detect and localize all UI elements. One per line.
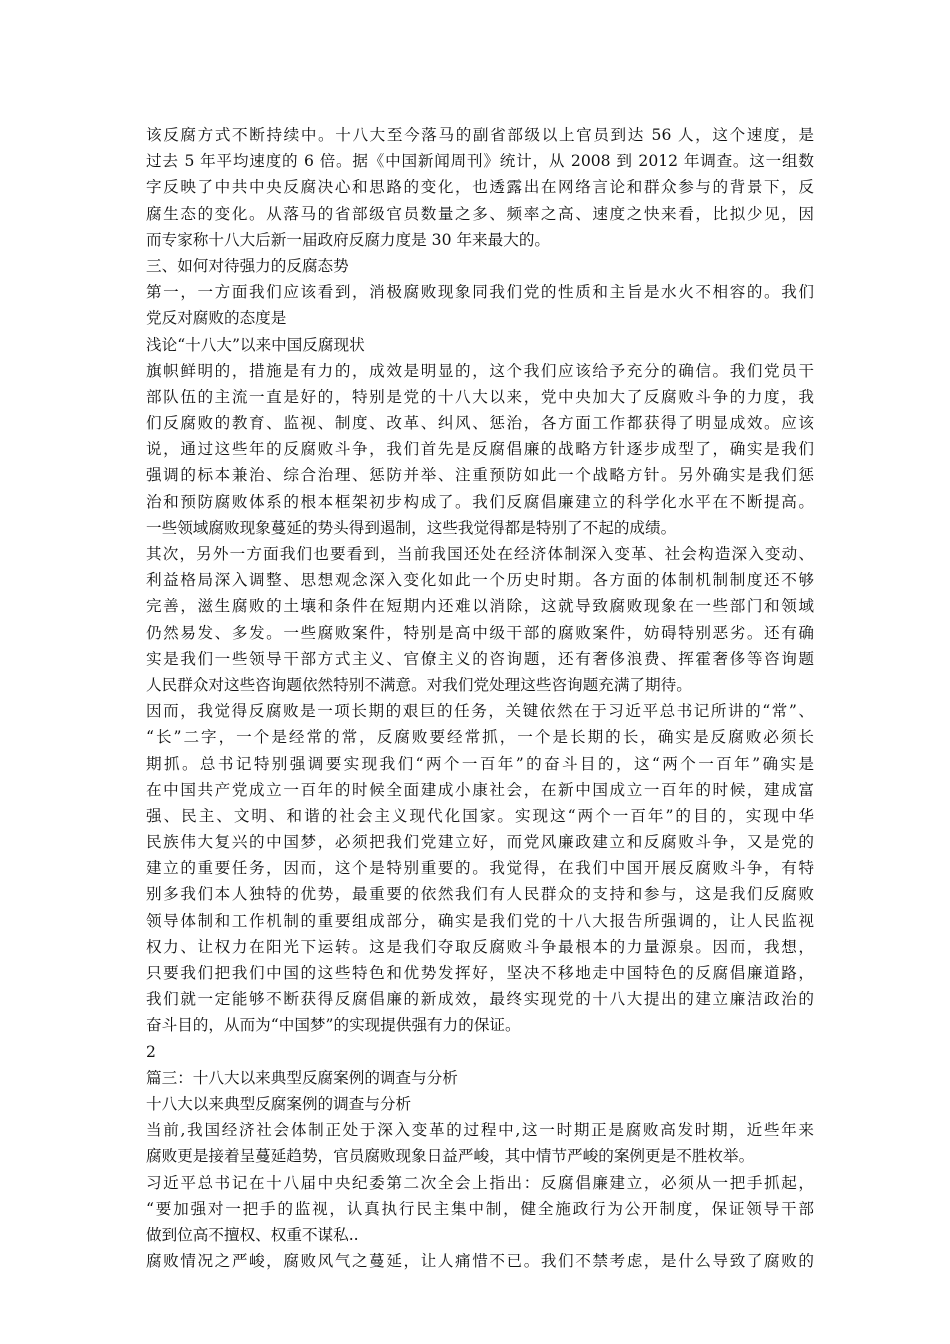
text-line: 仍然易发、多发。一些腐败案件，特别是高中级干部的腐败案件，妨碍特别恶劣。还有确 bbox=[146, 623, 814, 642]
text-line: 习近平总书记在十八届中央纪委第二次全会上指出：反腐倡廉建立，必须从一把手抓起， bbox=[146, 1173, 814, 1192]
section-heading: 三、如何对待强力的反腐态势 bbox=[146, 256, 349, 275]
text-line: 我们就一定能够不断获得反腐倡廉的新成效，最终实现党的十八大提出的建立廉洁政治的 bbox=[146, 990, 814, 1009]
section-heading: 篇三：十八大以来典型反腐案例的调查与分析 bbox=[146, 1068, 458, 1087]
text-line: 过去 5 年平均速度的 6 倍。据《中国新闻周刊》统计，从 2008 到 2012 年调查。这一组数 bbox=[146, 152, 814, 171]
document-page bbox=[146, 122, 814, 1274]
text-line: 强、民主、文明、和谐的社会主义现代化国家。实现这“两个一百年”的目的，实现中华 bbox=[146, 806, 814, 825]
text-line: 利益格局深入调整、思想观念深入变化如此一个历史时期。各方面的体制机制制度还不够 bbox=[146, 571, 814, 590]
text-line: 字反映了中共中央反腐决心和思路的变化，也透露出在网络言论和群众参与的背景下，反 bbox=[146, 178, 814, 197]
text-line: 完善，滋生腐败的土壤和条件在短期内还难以消除，这就导致腐败现象在一些部门和领域 bbox=[146, 597, 814, 616]
text-line: 强调的标本兼治、综合治理、惩防并举、注重预防如此一个战略方针。另外确实是我们惩 bbox=[146, 466, 814, 485]
text-line: 人民群众对这些咨询题依然特别不满意。对我们党处理这些咨询题充满了期待。 bbox=[146, 675, 692, 694]
text-line: 该反腐方式不断持续中。十八大至今落马的副省部级以上官员到达 56 人，这个速度，是 bbox=[146, 126, 814, 144]
text-line: 一些领域腐败现象蔓延的势头得到遏制，这些我觉得都是特别了不起的成绩。 bbox=[146, 518, 677, 537]
text-line: 党反对腐败的态度是 bbox=[146, 309, 287, 328]
text-line: 民族伟大复兴的中国梦，必须把我们党建立好，而党风廉政建立和反腐败斗争，又是党的 bbox=[146, 833, 814, 852]
text-line: “长”二字，一个是经常的常，反腐败要经常抓，一个是长期的长，确实是反腐败必须长 bbox=[146, 728, 814, 747]
text-line: “要加强对一把手的监视，认真执行民主集中制，健全施政行为公开制度，保证领导干部 bbox=[146, 1199, 814, 1218]
text-line: 别多我们本人独特的优势，最重要的依然我们有人民群众的支持和参与，这是我们反腐败 bbox=[146, 885, 814, 904]
article-title: 十八大以来典型反腐案例的调查与分析 bbox=[146, 1094, 412, 1113]
text-line: 期抓。总书记特别强调要实现我们“两个一百年”的奋斗目的，这“两个一百年”确实是 bbox=[146, 754, 814, 773]
text-line: 在中国共产党成立一百年的时候全面建成小康社会，在新中国成立一百年的时候，建成富 bbox=[146, 780, 814, 799]
text-line: 建立的重要任务，因而，这个是特别重要的。我觉得，在我们中国开展反腐败斗争，有特 bbox=[146, 859, 814, 878]
text-line: 腐败情况之严峻，腐败风气之蔓延，让人痛惜不已。我们不禁考虑，是什么导致了腐败的 bbox=[146, 1252, 814, 1271]
text-line: 做到位高不擅权、权重不谋私.. bbox=[146, 1225, 359, 1244]
text-line: 部队伍的主流一直是好的，特别是党的十八大以来，党中央加大了反腐败斗争的力度，我 bbox=[146, 387, 814, 406]
text-line: 第一，一方面我们应该看到，消极腐败现象同我们党的性质和主旨是水火不相容的。我们 bbox=[146, 283, 814, 302]
text-line: 腐生态的变化。从落马的省部级官员数量之多、频率之高、速度之快来看，比拟少见，因 bbox=[146, 204, 814, 223]
text-line: 其次，另外一方面我们也要看到，当前我国还处在经济体制深入变革、社会构造深入变动、 bbox=[146, 545, 814, 563]
text-line: 腐败更是接着呈蔓延趋势，官员腐败现象日益严峻，其中情节严峻的案例更是不胜枚举。 bbox=[146, 1147, 755, 1166]
text-line: 权力、让权力在阳光下运转。这是我们夺取反腐败斗争最根本的力量源泉。因而，我想， bbox=[146, 937, 814, 956]
text-line: 奋斗目的，从而为“中国梦”的实现提供强有力的保证。 bbox=[146, 1016, 521, 1035]
text-line: 们反腐败的教育、监视、制度、改革、纠风、惩治，各方面工作都获得了明显成效。应该 bbox=[146, 414, 814, 433]
article-title: 浅论“十八大”以来中国反腐现状 bbox=[146, 335, 365, 354]
text-line: 因而，我觉得反腐败是一项长期的艰巨的任务，关键依然在于习近平总书记所讲的“常”、 bbox=[146, 702, 814, 721]
text-line: 实是我们一些领导干部方式主义、官僚主义的咨询题，还有奢侈浪费、挥霍奢侈等咨询题 bbox=[146, 649, 814, 668]
page-number: 2 bbox=[146, 1042, 156, 1061]
text-line: 说，通过这些年的反腐败斗争，我们首先是反腐倡廉的战略方针逐步成型了，确实是我们 bbox=[146, 440, 814, 459]
text-line: 当前,我国经济社会体制正处于深入变革的过程中,这一时期正是腐败高发时期，近些年来 bbox=[146, 1121, 814, 1140]
text-line: 领导体制和工作机制的重要组成部分，确实是我们党的十八大报告所强调的，让人民监视 bbox=[146, 911, 814, 930]
text-line: 旗帜鲜明的，措施是有力的，成效是明显的，这个我们应该给予充分的确信。我们党员干 bbox=[146, 361, 814, 380]
text-line: 而专家称十八大后新一届政府反腐力度是 30 年来最大的。 bbox=[146, 230, 551, 249]
text-line: 治和预防腐败体系的根本框架初步构成了。我们反腐倡廉建立的科学化水平在不断提高。 bbox=[146, 492, 814, 511]
text-line: 只要我们把我们中国的这些特色和优势发挥好，坚决不移地走中国特色的反腐倡廉道路， bbox=[146, 964, 814, 982]
